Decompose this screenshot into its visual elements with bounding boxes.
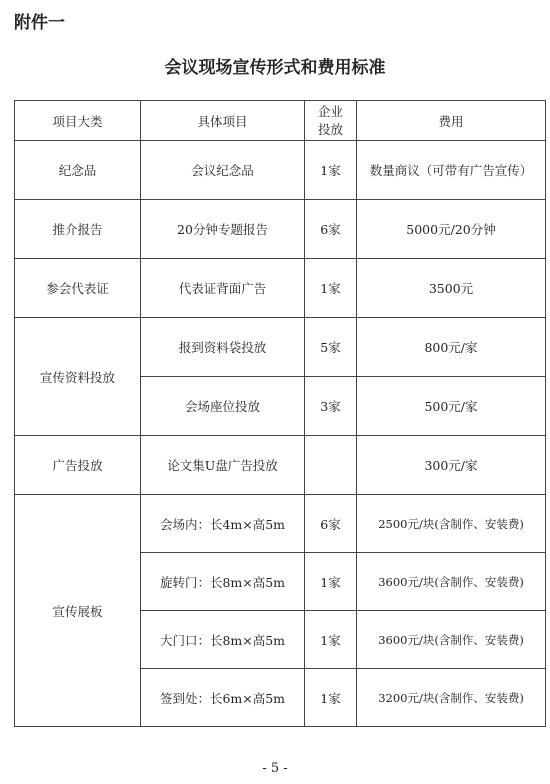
table-row [15, 141, 546, 200]
fee-cell: 2500元/块(含制作、安装费) [357, 495, 546, 553]
item-cell: 论文集U盘广告投放 [141, 436, 305, 495]
count-cell: 1家 [305, 553, 357, 611]
count-cell: 1家 [305, 259, 357, 318]
header-fee: 费用 [357, 101, 546, 141]
count-cell: 3家 [305, 377, 357, 436]
page-number: - 5 - [262, 761, 288, 776]
fee-cell: 3200元/块(含制作、安装费) [357, 669, 546, 727]
table-header-row [15, 101, 546, 141]
item-cell: 报到资料袋投放 [141, 318, 305, 377]
table-row [15, 259, 546, 318]
fee-table [14, 100, 546, 727]
document-title: 会议现场宣传形式和费用标准 [164, 58, 386, 78]
count-cell: 6家 [305, 200, 357, 259]
category-cell: 宣传资料投放 [15, 318, 141, 436]
header-count: 企业 投放 [305, 101, 357, 141]
count-cell [305, 436, 357, 495]
table-row [15, 318, 546, 377]
count-cell: 5家 [305, 318, 357, 377]
category-cell: 广告投放 [15, 436, 141, 495]
fee-cell: 300元/家 [357, 436, 546, 495]
category-cell: 宣传展板 [15, 495, 141, 727]
category-cell: 纪念品 [15, 141, 141, 200]
count-cell: 6家 [305, 495, 357, 553]
fee-cell: 数量商议（可带有广告宣传） [357, 141, 546, 200]
count-cell: 1家 [305, 141, 357, 200]
count-cell: 1家 [305, 611, 357, 669]
item-cell: 会场内：长4m×高5m [141, 495, 305, 553]
item-cell: 20分钟专题报告 [141, 200, 305, 259]
fee-cell: 3600元/块(含制作、安装费) [357, 553, 546, 611]
fee-cell: 800元/家 [357, 318, 546, 377]
item-cell: 签到处：长6m×高5m [141, 669, 305, 727]
header-item: 具体项目 [141, 101, 305, 141]
fee-cell: 3500元 [357, 259, 546, 318]
table-row [15, 200, 546, 259]
category-cell: 推介报告 [15, 200, 141, 259]
item-cell: 旋转门：长8m×高5m [141, 553, 305, 611]
item-cell: 代表证背面广告 [141, 259, 305, 318]
table-row [15, 436, 546, 495]
item-cell: 会议纪念品 [141, 141, 305, 200]
attachment-label: 附件一 [14, 13, 65, 33]
header-category: 项目大类 [15, 101, 141, 141]
fee-cell: 5000元/20分钟 [357, 200, 546, 259]
fee-cell: 500元/家 [357, 377, 546, 436]
item-cell: 大门口：长8m×高5m [141, 611, 305, 669]
item-cell: 会场座位投放 [141, 377, 305, 436]
count-cell: 1家 [305, 669, 357, 727]
fee-cell: 3600元/块(含制作、安装费) [357, 611, 546, 669]
table-row [15, 495, 546, 553]
category-cell: 参会代表证 [15, 259, 141, 318]
